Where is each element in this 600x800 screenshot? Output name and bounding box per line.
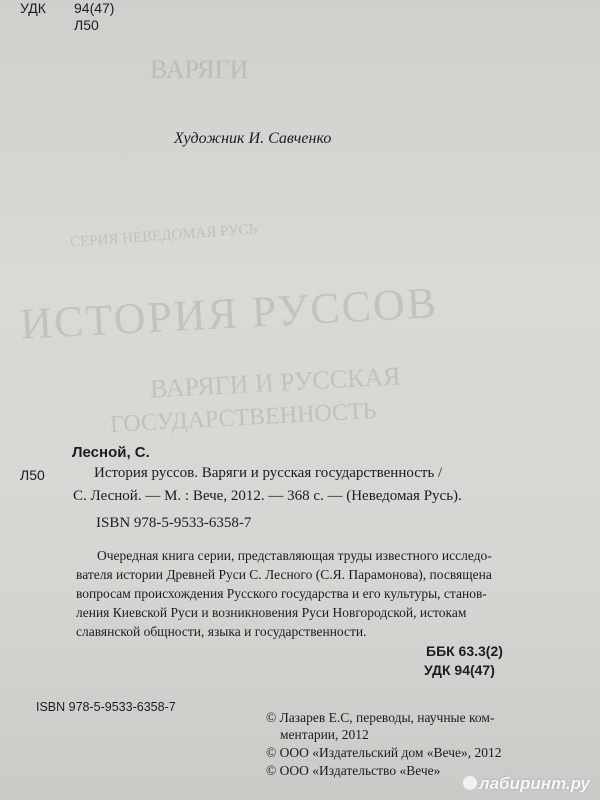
show-through-text: ИСТОРИЯ РУССОВ (19, 278, 440, 349)
entry-title-line-1: История руссов. Варяги и русская государственность / (94, 465, 443, 481)
annotation-line-2: вателя истории Древней Руси С. Лесного (С.Я. Парамонова), посвящена (76, 567, 492, 582)
bbk-code: ББК 63.3(2) (426, 643, 503, 659)
entry-author: Лесной, С. (72, 444, 150, 461)
show-through-text: ГОСУДАРСТВЕННОСТЬ (109, 398, 378, 438)
annotation-line-1: Очередная книга серии, представляющая труды известного исследо- (97, 548, 492, 563)
entry-title-line-2: С. Лесной. — М. : Вече, 2012. — 368 с. — (Неведомая Русь). (73, 488, 462, 504)
udk-code: УДК 94(47) (424, 662, 495, 678)
artist-credit: Художник И. Савченко (174, 130, 332, 147)
copyright-line-1: © Лазарев Е.С, переводы, научные ком- (266, 710, 495, 725)
watermark (463, 774, 590, 794)
annotation-line-5: славянской общности, языка и государственности. (76, 624, 367, 639)
copyright-line-2: ментарии, 2012 (280, 727, 369, 742)
annotation-line-4: ления Киевской Руси и возникновения Руси Новгородской, истокам (76, 605, 467, 620)
copyright-line-3: © ООО «Издательский дом «Вече», 2012 (266, 745, 502, 760)
entry-isbn: ISBN 978-5-9533-6358-7 (96, 515, 252, 531)
entry-code: Л50 (20, 467, 45, 483)
annotation-line-3: вопросам происхождения Русского государства и его культуры, станов- (76, 586, 487, 601)
udk-label-top: УДК (20, 0, 46, 16)
bottom-isbn: ISBN 978-5-9533-6358-7 (36, 700, 176, 714)
labirint-logo-icon (463, 776, 477, 790)
watermark-text: лабиринт.ру (479, 774, 590, 793)
show-through-text: ВАРЯГИ (150, 55, 249, 84)
copyright-line-4: © ООО «Издательство «Вече» (266, 763, 441, 778)
udk-value-top: 94(47) (74, 0, 115, 16)
show-through-text: ВАРЯГИ И РУССКАЯ (149, 361, 402, 404)
show-through-text: СЕРИЯ НЕВЕДОМАЯ РУСЬ (69, 221, 258, 251)
code-top: Л50 (74, 17, 99, 33)
